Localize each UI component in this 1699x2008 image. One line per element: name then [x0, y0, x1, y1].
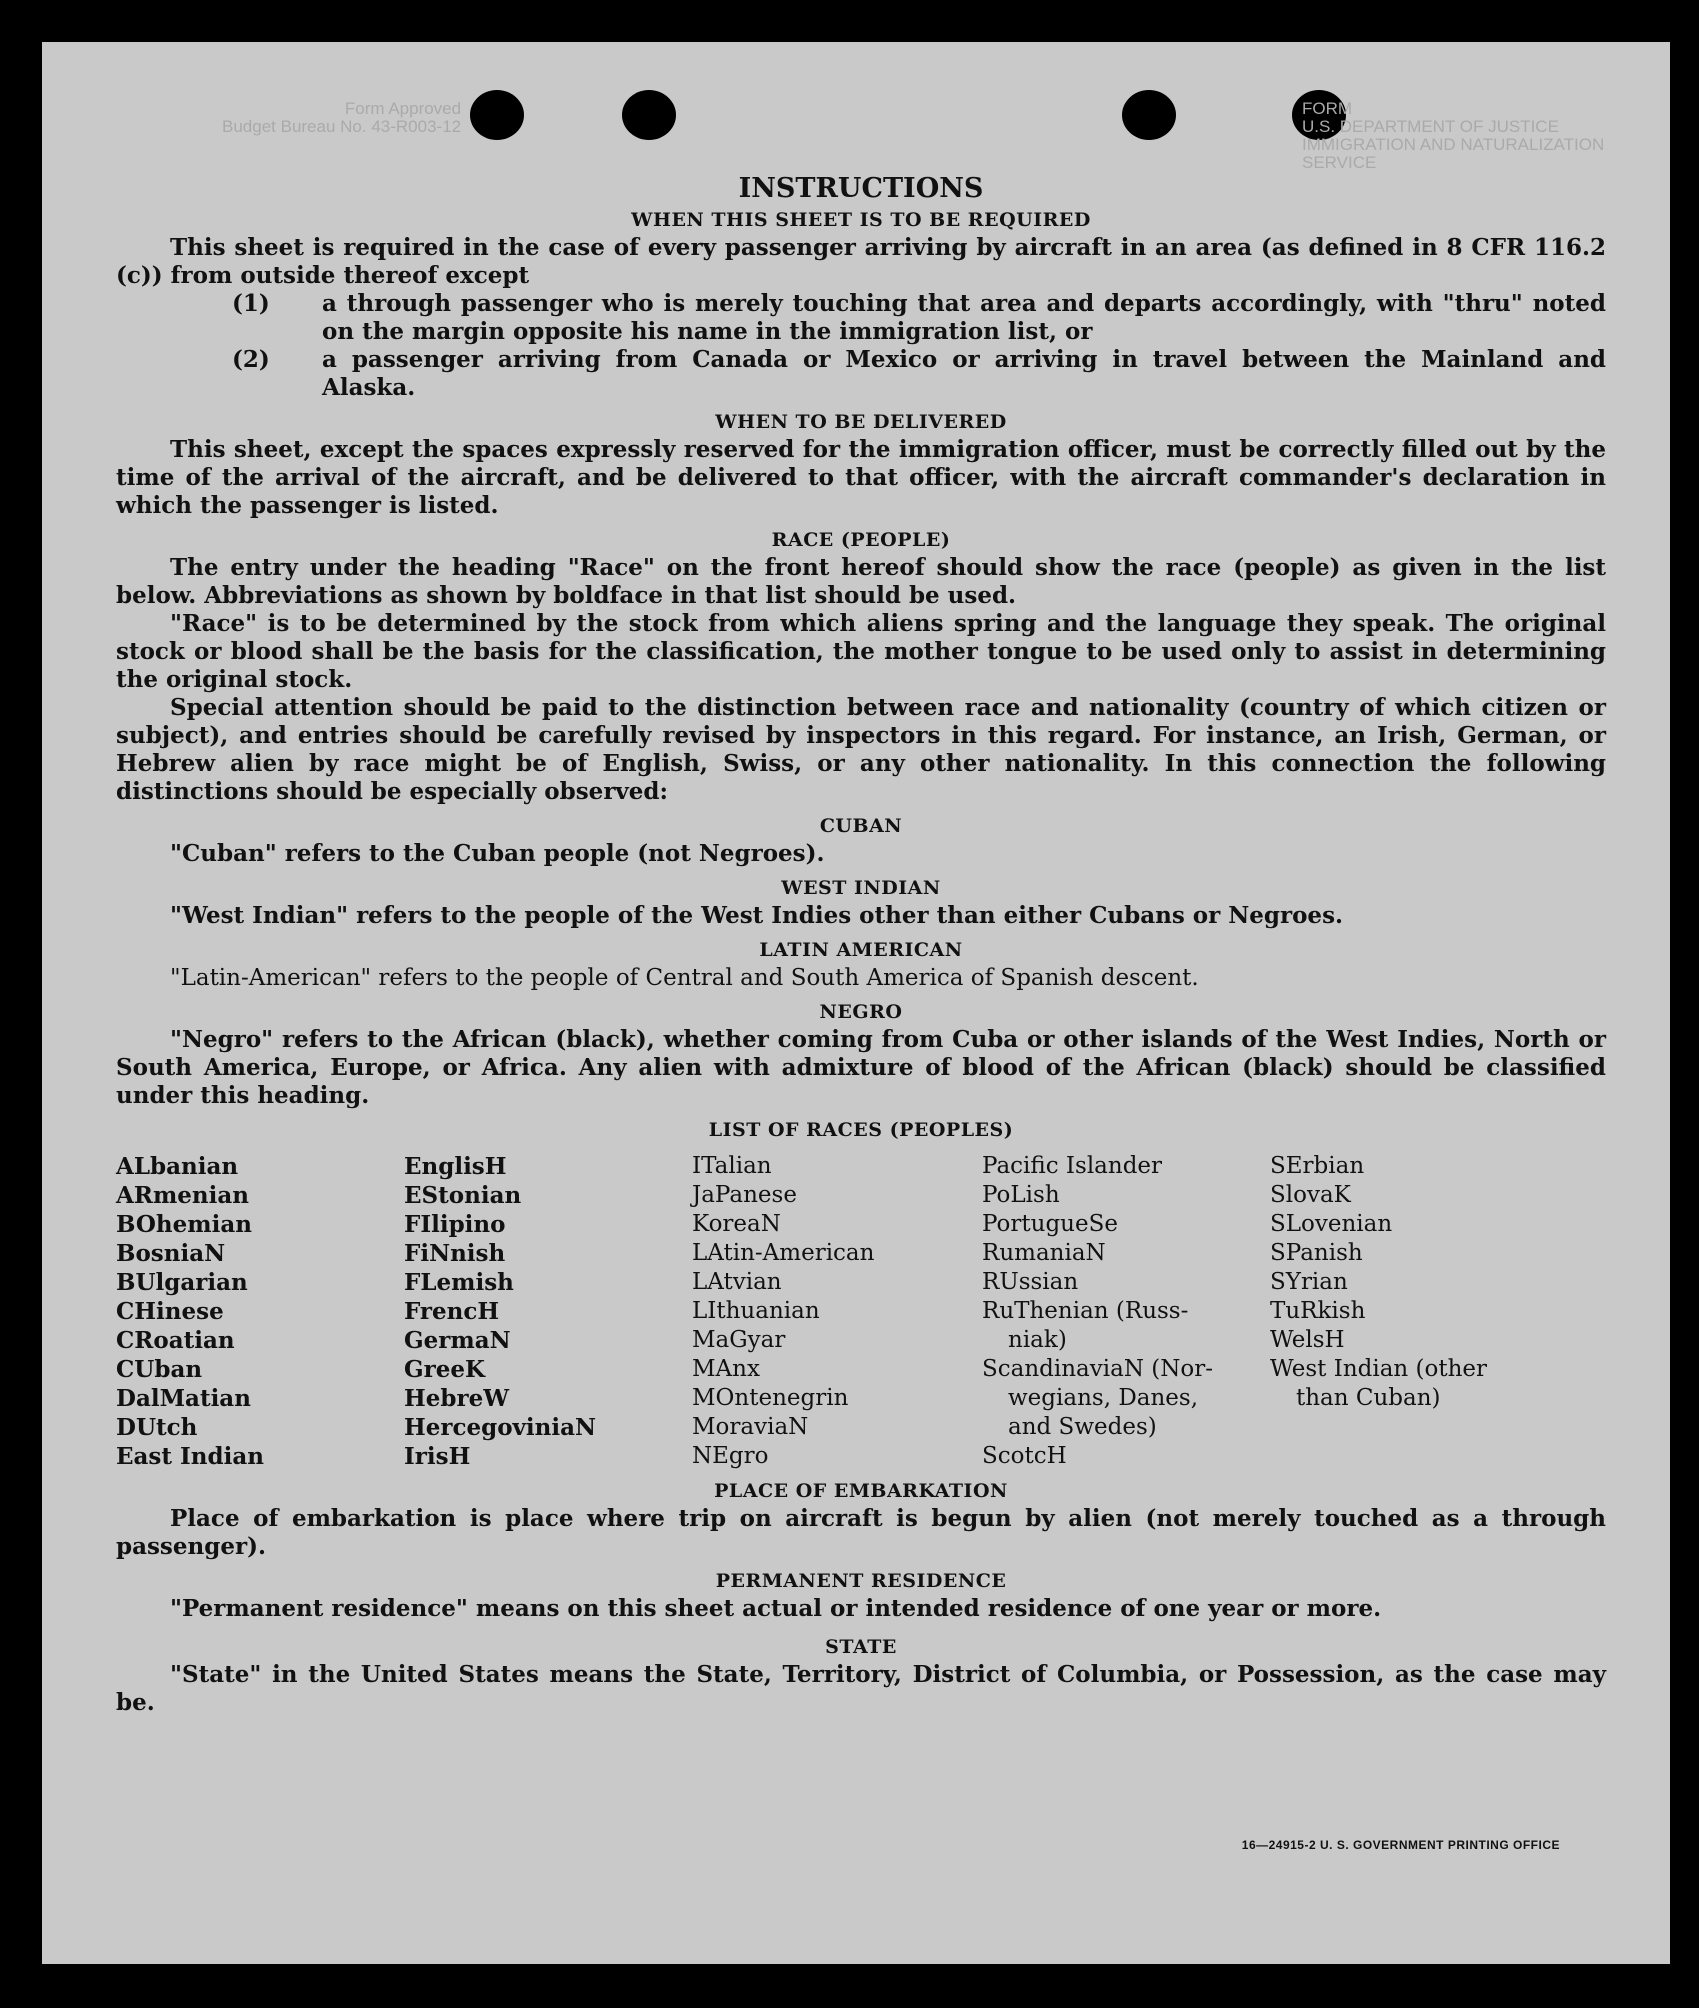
exception-item: (1) a through passenger who is merely touching that area and departs accordingly, with "thru" noted on the margin opposite his name in the immigration list, or [232, 290, 1606, 345]
race-entry: BUlgarian [116, 1269, 248, 1296]
race-column [116, 1152, 404, 1471]
race-column [404, 1152, 692, 1471]
section-heading-negro: NEGRO [819, 1001, 903, 1023]
race-entry: CRoatian [116, 1327, 235, 1354]
page-title: INSTRUCTIONS [738, 173, 984, 204]
race-entry: NEgro [692, 1443, 769, 1469]
race-entry: West Indian (other [1270, 1356, 1488, 1382]
document-page [42, 42, 1670, 1964]
race-entry: ScandinaviaN (Nor- [982, 1356, 1213, 1382]
section-heading-delivered: WHEN TO BE DELIVERED [715, 411, 1007, 433]
race-paragraph: The entry under the heading "Race" on the front hereof should show the race (people) as given in the list below. Abbreviations as shown by boldface in that list should be used. [116, 554, 1606, 609]
cuban-text: "Cuban" refers to the Cuban people (not Negroes). [170, 840, 825, 867]
race-column [982, 1152, 1270, 1471]
section-heading-race: RACE (PEOPLE) [771, 529, 951, 551]
race-entry: MaGyar [692, 1327, 786, 1353]
race-entry: JaPanese [692, 1182, 797, 1208]
race-entry: DalMatian [116, 1385, 251, 1412]
race-entry: RUssian [982, 1269, 1079, 1295]
section-heading-cuban: CUBAN [819, 815, 903, 837]
race-entry: SErbian [1270, 1153, 1365, 1179]
west-indian-text: "West Indian" refers to the people of the West Indies other than either Cubans or Negroes. [170, 902, 1344, 929]
race-entry: BOhemian [116, 1211, 252, 1238]
punch-hole [1122, 90, 1176, 140]
race-entry: FLemish [404, 1269, 514, 1296]
race-entry: DUtch [116, 1414, 198, 1441]
section-heading-required: WHEN THIS SHEET IS TO BE REQUIRED [631, 209, 1091, 231]
negro-text: "Negro" refers to the African (black), whether coming from Cuba or other islands of the West Indies, North or South America, Europe, or Africa. Any alien with admixture of blood of the African (black) should be classified under this heading. [116, 1026, 1606, 1109]
delivered-text: This sheet, except the spaces expressly reserved for the immigration officer, must be correctly filled out by the time of the arrival of the aircraft, and be delivered to that officer, with the aircraft commander's declaration in which the passenger is listed. [116, 436, 1606, 519]
race-paragraph: Special attention should be paid to the distinction between race and nationality (country of which citizen or subject), and entries should be carefully revised by inspectors in this regard. For instance, an Irish, German, or Hebrew alien by race might be of English, Swiss, or any other nationality. In this connection the following distinctions should be especially observed: [116, 694, 1606, 805]
race-entry: HebreW [404, 1385, 510, 1412]
section-heading-west-indian: WEST INDIAN [781, 877, 941, 899]
race-entry: EnglisH [404, 1153, 507, 1180]
race-entry: LAtvian [692, 1269, 782, 1295]
race-entry: niak) [1008, 1327, 1067, 1353]
race-entry: ITalian [692, 1153, 772, 1179]
race-entry: FiNnish [404, 1240, 506, 1267]
race-entry: FIlipino [404, 1211, 506, 1238]
printer-footer: 16—24915-2 U. S. GOVERNMENT PRINTING OFFICE [1241, 1838, 1560, 1852]
race-entry: ALbanian [116, 1153, 239, 1180]
section-heading-state: STATE [825, 1636, 897, 1658]
race-entry: SYrian [1270, 1269, 1348, 1295]
race-entry: LIthuanian [692, 1298, 820, 1324]
race-entry: LAtin-American [692, 1240, 875, 1266]
section-heading-residence: PERMANENT RESIDENCE [715, 1570, 1007, 1592]
race-entry: TuRkish [1270, 1298, 1366, 1324]
race-entry: HercegoviniaN [404, 1414, 597, 1441]
ghost-header-right: FORM U.S. DEPARTMENT OF JUSTICE IMMIGRATION AND NATURALIZATION SERVICE [1302, 99, 1605, 172]
race-entry: MAnx [692, 1356, 760, 1382]
race-entry: MOntenegrin [692, 1385, 849, 1411]
section-heading-list-of-races: LIST OF RACES (PEOPLES) [708, 1119, 1014, 1141]
race-entry: FrencH [404, 1298, 500, 1325]
race-entry: wegians, Danes, [1008, 1385, 1199, 1411]
race-entry: and Swedes) [1008, 1414, 1157, 1440]
punch-hole [622, 90, 676, 140]
race-entry: WelsH [1270, 1327, 1345, 1353]
race-entry: SPanish [1270, 1240, 1363, 1266]
race-entry: RumaniaN [982, 1240, 1106, 1266]
race-column [692, 1152, 982, 1471]
race-entry: East Indian [116, 1443, 264, 1470]
ghost-header-left: Form Approved Budget Bureau No. 43-R003-12 [222, 99, 462, 136]
section-heading-latin-american: LATIN AMERICAN [759, 939, 963, 961]
race-entry: EStonian [404, 1182, 522, 1209]
race-entry: CHinese [116, 1298, 224, 1325]
race-entry: ScotcH [982, 1443, 1067, 1469]
residence-text: "Permanent residence" means on this sheet actual or intended residence of one year or more. [170, 1595, 1382, 1622]
race-entry: GreeK [404, 1356, 486, 1383]
exception-item: (2) a passenger arriving from Canada or Mexico or arriving in travel between the Mainland and Alaska. [232, 346, 1606, 401]
race-entry: IrisH [404, 1443, 471, 1470]
race-paragraph: "Race" is to be determined by the stock from which aliens spring and the language they speak. The original stock or blood shall be the basis for the classification, the mother tongue to be used only to assist in determining the original stock. [116, 610, 1606, 693]
race-entry: GermaN [404, 1327, 511, 1354]
race-entry: MoraviaN [692, 1414, 809, 1440]
race-entry: BosniaN [116, 1240, 226, 1267]
race-entry: PoLish [982, 1182, 1060, 1208]
race-entry: ARmenian [116, 1182, 250, 1209]
instructions-content [116, 172, 1606, 1717]
race-entry: CUban [116, 1356, 203, 1383]
race-entry: Pacific Islander [982, 1153, 1163, 1179]
section-heading-embarkation: PLACE OF EMBARKATION [714, 1480, 1008, 1502]
race-entry: than Cuban) [1296, 1385, 1441, 1411]
race-entry: PortugueSe [982, 1211, 1118, 1237]
race-column [1270, 1152, 1530, 1471]
state-text: "State" in the United States means the State, Territory, District of Columbia, or Possession, as the case may be. [116, 1661, 1606, 1716]
race-entry: SLovenian [1270, 1211, 1393, 1237]
race-list [116, 1152, 1606, 1471]
punch-hole [470, 90, 524, 140]
latin-american-text: "Latin-American" refers to the people of Central and South America of Spanish descent. [170, 965, 1199, 991]
race-entry: KoreaN [692, 1211, 781, 1237]
race-entry: RuThenian (Russ- [982, 1298, 1189, 1324]
embarkation-text: Place of embarkation is place where trip on aircraft is begun by alien (not merely touched as a through passenger). [116, 1505, 1606, 1560]
required-intro: This sheet is required in the case of every passenger arriving by aircraft in an area (as defined in 8 CFR 116.2 (c)) from outside thereof except [116, 234, 1606, 289]
race-entry: SlovaK [1270, 1182, 1351, 1208]
